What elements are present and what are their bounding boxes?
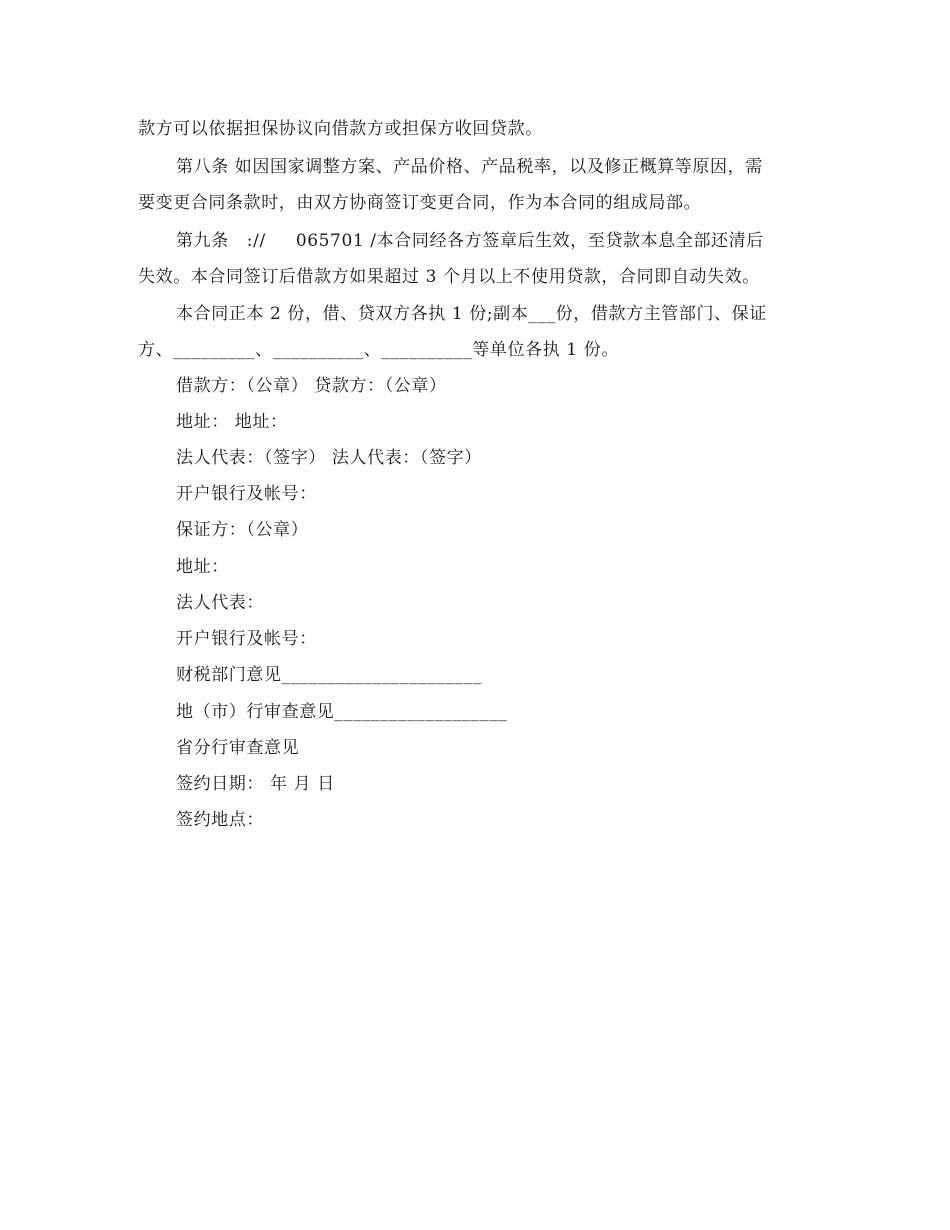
address-line: 地址： 地址： [176,412,288,432]
guarantor-seal: 保证方：（公章） [176,520,309,540]
finance-tax-opinion: 财税部门意见______________________ [176,665,482,685]
guarantor-legal-rep: 法人代表： [176,593,264,613]
legal-rep-line: 法人代表：（签字） 法人代表：（签字） [176,448,482,468]
signing-date: 签约日期： 年 月 日 [176,774,335,794]
guarantor-address: 地址： [176,557,229,577]
copies-line-2: 方、_________、__________、__________等单位各执 1 份。 [138,340,619,360]
copies-line-1: 本合同正本 2 份，借、贷双方各执 1 份;副本___份，借款方主管部门、保证 [176,304,767,324]
city-bank-review: 地（市）行审查意见___________________ [176,702,508,722]
province-bank-review: 省分行审查意见 [176,738,300,758]
clause-8-line-1: 第八条 如因国家调整方案、产品价格、产品税率，以及修正概算等原因，需 [176,157,763,177]
borrower-lender-seal: 借款方：（公章） 贷款方：（公章） [176,376,447,396]
signing-place: 签约地点： [176,810,264,830]
clause-9-line-2: 失效。本合同签订后借款方如果超过 3 个月以上不使用贷款，合同即自动失效。 [138,267,760,287]
text-line: 款方可以依据担保协议向借款方或担保方收回贷款。 [138,119,543,139]
bank-account-line: 开户银行及帐号： [176,484,317,504]
guarantor-bank-account: 开户银行及帐号： [176,629,317,649]
clause-9-line-1: 第九条 :// 065701 /本合同经各方签章后生效，至贷款本息全部还清后 [176,231,764,251]
clause-8-line-2: 要变更合同条款时，由双方协商签订变更合同，作为本合同的组成局部。 [138,193,702,213]
